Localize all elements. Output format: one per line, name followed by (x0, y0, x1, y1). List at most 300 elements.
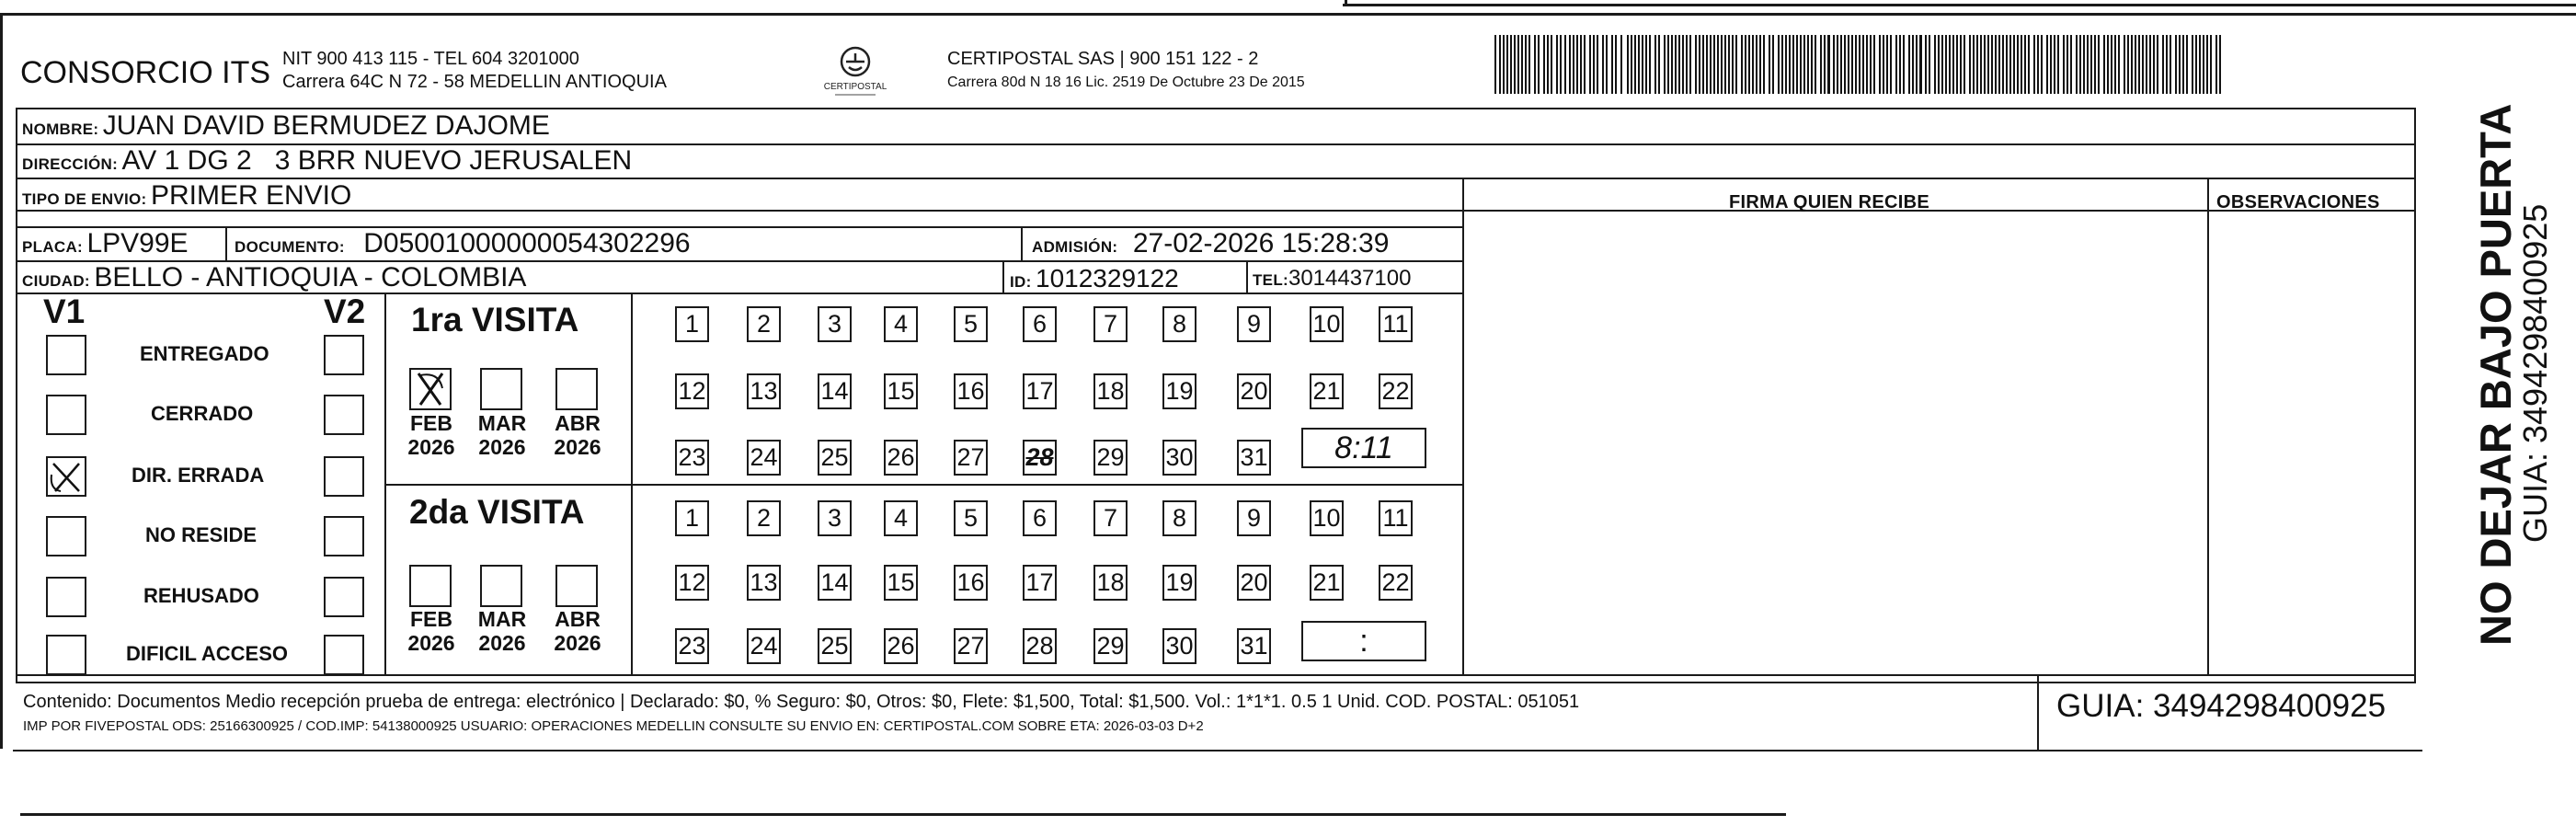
month-checkbox[interactable] (480, 368, 522, 410)
barcode-bar (1778, 35, 1780, 94)
barcode-bar (1717, 35, 1719, 94)
admision-label: ADMISIÓN: (1032, 238, 1118, 256)
barcode-bar (2067, 35, 2068, 94)
barcode-bar (1735, 35, 1737, 94)
day-box[interactable]: 30 (1162, 628, 1196, 664)
day-box[interactable]: 4 (884, 500, 918, 536)
barcode-bar (1873, 35, 1875, 94)
barcode-bar (1879, 35, 1881, 94)
day-box[interactable]: 15 (884, 565, 918, 601)
barcode-bar (2149, 35, 2151, 94)
barcode-bar (1702, 35, 1704, 94)
day-box[interactable]: 19 (1162, 565, 1196, 601)
admision-sep (1021, 226, 1023, 261)
check-mark-icon (411, 370, 450, 408)
day-box[interactable]: 15 (884, 373, 918, 409)
company-nit: NIT 900 413 115 - TEL 604 3201000 (282, 49, 579, 69)
barcode-bar (1820, 35, 1822, 94)
barcode-bar (1899, 35, 1901, 94)
v1-checkbox[interactable] (46, 577, 86, 617)
day-box[interactable]: 6 (1023, 500, 1057, 536)
certipostal-address: Carrera 80d N 18 16 Lic. 2519 De Octubre 23 De 2015 (947, 75, 1305, 90)
day-box[interactable]: 7 (1093, 306, 1128, 342)
visit-divider (384, 484, 1463, 486)
month-label (475, 607, 530, 655)
month-checkbox[interactable] (409, 368, 452, 410)
direccion-value: AV 1 DG 2 3 BRR NUEVO JERUSALEN (121, 145, 633, 176)
barcode-bar (1759, 35, 1761, 94)
barcode-bar (1589, 35, 1591, 94)
barcode-bar (1903, 35, 1905, 94)
day-box[interactable]: 28 (1023, 628, 1057, 664)
barcode-bar (1741, 35, 1743, 94)
month-checkbox[interactable] (409, 565, 452, 607)
month-year: 2026 (554, 435, 601, 459)
day-box[interactable]: 20 (1237, 565, 1271, 601)
barcode-bar (1667, 35, 1669, 94)
certipostal-logo (811, 41, 899, 104)
day-box[interactable]: 5 (954, 306, 988, 342)
firma-header: FIRMA QUIEN RECIBE (1729, 192, 1929, 212)
barcode-bar (1833, 35, 1835, 94)
status-label: DIFICIL ACCESO (126, 642, 289, 665)
barcode-bar (1510, 35, 1512, 94)
v2-checkbox[interactable] (324, 335, 364, 375)
day-box[interactable]: 25 (818, 628, 852, 664)
barcode-bar (1721, 35, 1723, 94)
barcode-bar (1976, 35, 1978, 94)
day-box[interactable]: 30 (1162, 440, 1196, 476)
barcode-bar (1503, 35, 1505, 94)
barcode-bar (1886, 35, 1888, 94)
barcode-bar (1800, 35, 1802, 94)
id-sep (1002, 260, 1004, 293)
barcode-bar (1645, 35, 1647, 94)
top-border-line (0, 13, 2576, 16)
barcode-bar (2135, 35, 2136, 94)
status-label: CERRADO (151, 402, 254, 425)
day-box[interactable]: 12 (675, 373, 709, 409)
barcode-bar (2127, 35, 2129, 94)
barcode-bar (2098, 35, 2100, 94)
day-box[interactable]: 25 (818, 440, 852, 476)
barcode-bar (2203, 35, 2204, 94)
day-box[interactable]: 10 (1310, 500, 1344, 536)
barcode-bar (1772, 35, 1774, 94)
barcode-bar (1807, 35, 1809, 94)
placa-sep (225, 226, 227, 261)
placa-value: LPV99E (86, 228, 189, 258)
barcode-bar (2206, 35, 2208, 94)
form-frame (16, 108, 2416, 683)
page-bottom-line (20, 813, 1786, 816)
barcode-bar (2114, 35, 2116, 94)
barcode-bar (2131, 35, 2133, 94)
documento-label: DOCUMENTO: (235, 238, 345, 256)
barcode-bar (2124, 35, 2125, 94)
day-box[interactable]: 1 (675, 500, 709, 536)
certipostal-info (947, 48, 1305, 94)
barcode-bar (1710, 35, 1712, 94)
placa-row (22, 228, 189, 259)
barcode-bar (1866, 35, 1868, 94)
tipo-value: PRIMER ENVIO (150, 180, 352, 211)
day-box[interactable]: 23 (675, 628, 709, 664)
side-text (2471, 103, 2554, 646)
day-box[interactable]: 1 (675, 306, 709, 342)
barcode-bar (1675, 35, 1677, 94)
barcode-bar (2111, 35, 2112, 94)
barcode-bar (1859, 35, 1860, 94)
month-name: ABR (555, 607, 601, 631)
day-box[interactable]: 21 (1310, 373, 1344, 409)
row-line-2 (16, 178, 2416, 179)
barcode-bar (2182, 35, 2184, 94)
barcode-bar (1573, 35, 1574, 94)
month-year: 2026 (407, 435, 455, 459)
barcode-bar (1811, 35, 1813, 94)
barcode-bar (1949, 35, 1951, 94)
second-visit-title: 2da VISITA (409, 493, 585, 531)
barcode-bar (2079, 35, 2081, 94)
first-visit-title: 1ra VISITA (411, 301, 579, 338)
day-box[interactable]: 17 (1023, 373, 1057, 409)
barcode-bar (2103, 35, 2105, 94)
certipostal-nit: CERTIPOSTAL SAS | 900 151 122 - 2 (947, 49, 1259, 69)
barcode-bar (1960, 35, 1962, 94)
day-box[interactable]: 29 (1093, 628, 1128, 664)
barcode-bar (2057, 35, 2059, 94)
day-box[interactable]: 13 (747, 373, 781, 409)
day-box[interactable]: 26 (884, 628, 918, 664)
barcode-bar (1916, 35, 1918, 94)
barcode-bar (2076, 35, 2078, 94)
day-box[interactable]: 19 (1162, 373, 1196, 409)
day-box[interactable]: 18 (1093, 565, 1128, 601)
barcode-bar (2186, 35, 2188, 94)
direccion-row (22, 145, 632, 177)
barcode-bar (2162, 35, 2164, 94)
barcode-bar (2153, 35, 2155, 94)
v1-checkbox[interactable] (46, 635, 86, 675)
second-visit-time[interactable]: : (1301, 621, 1426, 661)
v1-checkbox[interactable] (46, 335, 86, 375)
barcode-bar (1789, 35, 1791, 94)
admision-value: 27-02-2026 15:28:39 (1132, 228, 1390, 258)
barcode-bar (1925, 35, 1927, 94)
day-box[interactable]: 7 (1093, 500, 1128, 536)
barcode-bar (1781, 35, 1783, 94)
day-box[interactable]: 22 (1379, 565, 1413, 601)
barcode-bar (1499, 35, 1501, 94)
day-box[interactable]: 2 (747, 306, 781, 342)
tel-value: 3014437100 (1288, 266, 1412, 291)
month-label (550, 411, 605, 459)
barcode-bar (2179, 35, 2181, 94)
month-label (404, 607, 459, 655)
barcode-bar (1941, 35, 1943, 94)
barcode-bar (1689, 35, 1691, 94)
month-checkbox[interactable] (480, 565, 522, 607)
barcode-bar (1785, 35, 1787, 94)
month-name: ABR (555, 411, 601, 435)
day-box[interactable]: 21 (1310, 565, 1344, 601)
barcode-bar (1803, 35, 1805, 94)
barcode-bar (1658, 35, 1660, 94)
barcode-bar (1862, 35, 1864, 94)
barcode-bar (1597, 35, 1598, 94)
barcode-bar (1890, 35, 1892, 94)
barcode-bar (2146, 35, 2147, 94)
day-box[interactable]: 11 (1379, 306, 1413, 342)
barcode-bar (1627, 35, 1629, 94)
day-box[interactable]: 16 (954, 565, 988, 601)
day-box[interactable]: 26 (884, 440, 918, 476)
barcode-bar (1547, 35, 1549, 94)
footer-guia: GUIA: 3494298400925 (2056, 688, 2387, 724)
obs-left-line (2207, 178, 2209, 675)
v2-checkbox[interactable] (324, 516, 364, 556)
barcode-bar (1998, 35, 2000, 94)
day-box[interactable]: 8 (1162, 500, 1196, 536)
day-box[interactable]: 2 (747, 500, 781, 536)
day-box[interactable]: 5 (954, 500, 988, 536)
barcode-bar (2024, 35, 2026, 94)
barcode-bar (1938, 35, 1940, 94)
barcode-bar (2083, 35, 2085, 94)
day-box[interactable]: 24 (747, 440, 781, 476)
row-line-3 (16, 210, 2416, 212)
barcode-bar (2017, 35, 2019, 94)
day-box[interactable]: 13 (747, 565, 781, 601)
day-box[interactable]: 6 (1023, 306, 1057, 342)
barcode-bar (1756, 35, 1757, 94)
barcode-bar (1556, 35, 1558, 94)
barcode-bar (2142, 35, 2144, 94)
no-dejar-warning: NO DEJAR BAJO PUERTA (2471, 103, 2520, 646)
day-box[interactable]: 29 (1093, 440, 1128, 476)
day-box[interactable]: 20 (1237, 373, 1271, 409)
barcode-bar (1611, 35, 1613, 94)
barcode-bar (2166, 35, 2168, 94)
barcode-bar (1534, 35, 1536, 94)
barcode-bar (1538, 35, 1540, 94)
barcode-bar (1576, 35, 1578, 94)
barcode-bar (1528, 35, 1530, 94)
v2-checkbox[interactable] (324, 456, 364, 497)
barcode-bar (1840, 35, 1842, 94)
barcode-bar (2013, 35, 2015, 94)
barcode-bar (1654, 35, 1656, 94)
barcode-bar (1980, 35, 1982, 94)
status-label: REHUSADO (143, 584, 259, 607)
observaciones-header: OBSERVACIONES (2216, 192, 2380, 212)
ciudad-row (22, 262, 526, 293)
check-mark-icon (48, 458, 85, 495)
placa-label: PLACA: (22, 238, 84, 256)
day-box[interactable]: 9 (1237, 500, 1271, 536)
day-box[interactable]: 27 (954, 628, 988, 664)
day-box[interactable]: 8 (1162, 306, 1196, 342)
v1-checkbox[interactable] (46, 516, 86, 556)
barcode-bar (1580, 35, 1582, 94)
barcode-bar (1494, 35, 1496, 94)
day-box[interactable]: 24 (747, 628, 781, 664)
barcode-bar (1525, 35, 1527, 94)
tel-label: TEL: (1253, 271, 1288, 289)
month-year: 2026 (478, 631, 526, 655)
id-label: ID: (1010, 273, 1032, 291)
month-name: FEB (410, 607, 452, 631)
barcode-bar (1631, 35, 1632, 94)
barcode-bar (1543, 35, 1545, 94)
day-box[interactable]: 14 (818, 565, 852, 601)
barcode-bar (2054, 35, 2055, 94)
barcode-bar (1671, 35, 1673, 94)
day-box[interactable]: 16 (954, 373, 988, 409)
status-label: ENTREGADO (140, 342, 269, 365)
v2-header: V2 (324, 293, 366, 330)
admision-row (1032, 228, 1389, 259)
barcode-bar (1615, 35, 1617, 94)
day-box[interactable]: 14 (818, 373, 852, 409)
barcode-bar (1602, 35, 1604, 94)
day-box[interactable]: 12 (675, 565, 709, 601)
month-label (475, 411, 530, 459)
month-name: FEB (410, 411, 452, 435)
barcode (1494, 35, 2230, 94)
v2-checkbox[interactable] (324, 395, 364, 435)
barcode-bar (1514, 35, 1516, 94)
barcode-bar (2041, 35, 2043, 94)
barcode-bar (1664, 35, 1666, 94)
status-label: DIR. ERRADA (132, 464, 265, 487)
barcode-bar (1678, 35, 1680, 94)
barcode-bar (1919, 35, 1922, 94)
barcode-bar (1564, 35, 1566, 94)
v1-checkbox[interactable] (46, 395, 86, 435)
tel-sep (1246, 260, 1248, 293)
barcode-bar (1620, 35, 1622, 94)
top-edge-line (1343, 4, 2576, 6)
barcode-bar (1732, 35, 1734, 94)
day-box[interactable]: 31 (1237, 628, 1271, 664)
v1-checkbox[interactable] (46, 456, 86, 497)
barcode-bar (1827, 35, 1830, 94)
barcode-bar (2006, 35, 2008, 94)
barcode-bar (2094, 35, 2096, 94)
barcode-bar (1569, 35, 1571, 94)
barcode-bar (1870, 35, 1872, 94)
day-box[interactable]: 3 (818, 500, 852, 536)
company-info (282, 48, 667, 94)
barcode-bar (2009, 35, 2011, 94)
barcode-bar (1706, 35, 1708, 94)
barcode-bar (1969, 35, 1971, 94)
barcode-bar (1506, 35, 1508, 94)
day-box[interactable]: 17 (1023, 565, 1057, 601)
id-row (1010, 264, 1179, 293)
barcode-bar (1682, 35, 1684, 94)
company-name: CONSORCIO ITS (20, 55, 271, 90)
v2-checkbox[interactable] (324, 635, 364, 675)
barcode-bar (2070, 35, 2072, 94)
barcode-bar (2118, 35, 2120, 94)
month-year: 2026 (407, 631, 455, 655)
barcode-bar (1686, 35, 1688, 94)
documento-row (235, 228, 691, 259)
barcode-bar (1606, 35, 1608, 94)
month-label (404, 411, 459, 459)
barcode-bar (1560, 35, 1562, 94)
barcode-bar (2195, 35, 2197, 94)
barcode-bar (2021, 35, 2022, 94)
barcode-bar (1649, 35, 1651, 94)
tipo-label: TIPO DE ENVIO: (22, 190, 147, 208)
top-edge-tick (1345, 0, 1347, 6)
day-box[interactable]: 22 (1379, 373, 1413, 409)
barcode-bar (2175, 35, 2177, 94)
month-checkbox[interactable] (555, 368, 598, 410)
barcode-bar (1745, 35, 1746, 94)
barcode-bar (1963, 35, 1965, 94)
company-address: Carrera 64C N 72 - 58 MEDELLIN ANTIOQUIA (282, 72, 667, 92)
month-name: MAR (477, 411, 527, 435)
first-visit-time[interactable]: 8:11 (1301, 428, 1426, 468)
barcode-bar (2033, 35, 2035, 94)
barcode-bar (1748, 35, 1750, 94)
day-box[interactable]: 4 (884, 306, 918, 342)
barcode-bar (1763, 35, 1765, 94)
barcode-bar (1796, 35, 1798, 94)
tipo-row (22, 180, 351, 212)
day-box[interactable]: 23 (675, 440, 709, 476)
barcode-bar (2157, 35, 2158, 94)
barcode-bar (1908, 35, 1910, 94)
barcode-bar (1584, 35, 1586, 94)
side-guia: GUIA: 3494298400925 (2516, 203, 2554, 543)
day-box[interactable]: 11 (1379, 500, 1413, 536)
month-year: 2026 (478, 435, 526, 459)
day-box[interactable]: 3 (818, 306, 852, 342)
month-year: 2026 (554, 631, 601, 655)
day-box[interactable]: 18 (1093, 373, 1128, 409)
barcode-bar (2063, 35, 2065, 94)
day-box[interactable]: 28 (1023, 440, 1057, 476)
footer-top-line (16, 674, 2416, 676)
barcode-bar (1987, 35, 1989, 94)
barcode-bar (1984, 35, 1986, 94)
barcode-bar (1699, 35, 1700, 94)
day-box[interactable]: 27 (954, 440, 988, 476)
ciudad-label: CIUDAD: (22, 272, 90, 290)
barcode-bar (1895, 35, 1897, 94)
day-box[interactable]: 10 (1310, 306, 1344, 342)
barcode-bar (1929, 35, 1930, 94)
barcode-bar (1844, 35, 1846, 94)
month-checkbox[interactable] (555, 565, 598, 607)
barcode-bar (2107, 35, 2109, 94)
status-label: NO RESIDE (145, 523, 258, 546)
v1-header: V1 (43, 293, 86, 330)
v2-checkbox[interactable] (324, 577, 364, 617)
barcode-bar (2090, 35, 2092, 94)
barcode-bar (1883, 35, 1884, 94)
day-box[interactable]: 9 (1237, 306, 1271, 342)
barcode-bar (1517, 35, 1519, 94)
day-box[interactable]: 31 (1237, 440, 1271, 476)
barcode-bar (1824, 35, 1826, 94)
